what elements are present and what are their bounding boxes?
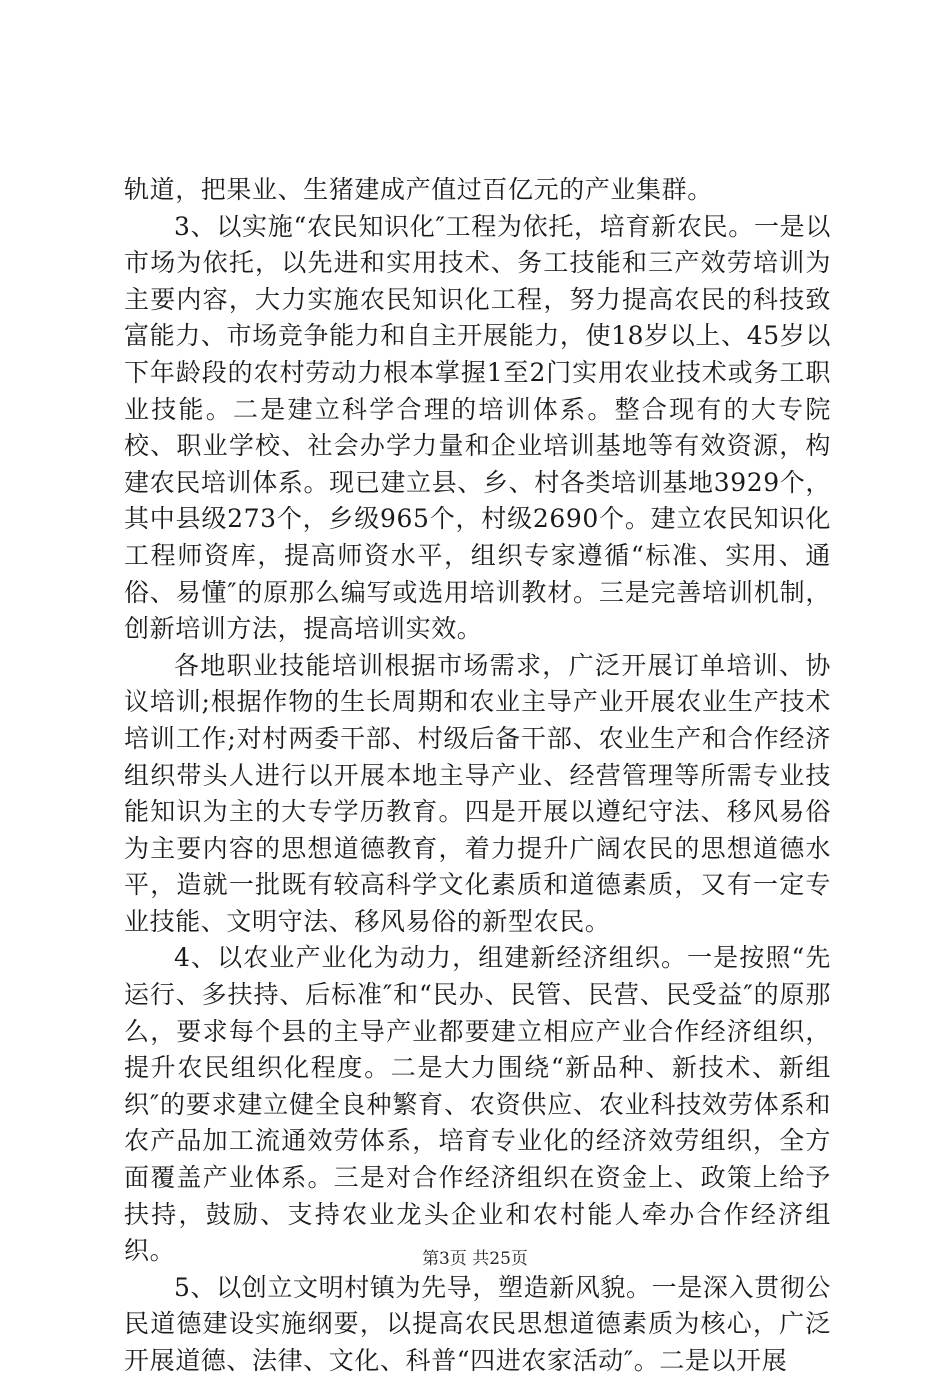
paragraph-section-3: 3、以实施“农民知识化″工程为依托，培育新农民。一是以市场为依托，以先进和实用技术、务工技能和三产效劳培训为主要内容，大力实施农民知识化工程，努力提高农民的科技致富能力、市场竞争能力和自主开展能力，使18岁以上、45岁以下年龄段的农村劳动力根本掌握1至2门实用农业技术或务工职业技能。二是建立科学合理的培训体系。整合现有的大专院校、职业学校、社会办学力量和企业培训基地等有效资源，构建农民培训体系。现已建立县、乡、村各类培训基地3929个，其中县级273个，乡级965个，村级2690个。建立农民知识化工程师资库，提高师资水平，组织专家遵循“标准、实用、通俗、易懂″的原那么编写或选用培训教材。三是完善培训机制，创新培训方法，提高培训实效。 bbox=[124, 211, 831, 644]
document-body bbox=[124, 172, 831, 1380]
paragraph-continuation: 轨道，把果业、生猪建成产值过百亿元的产业集群。 bbox=[124, 175, 713, 204]
page-number-label: 第3页 共25页 bbox=[422, 1249, 528, 1269]
paragraph-section-4: 4、以农业产业化为动力，组建新经济组织。一是按照“先运行、多扶持、后标准″和“民办、民管、民营、民受益″的原那么，要求每个县的主导产业都要建立相应产业合作经济组织，提升农民组织化程度。二是大力围绕“新品种、新技术、新组织″的要求建立健全良种繁育、农资供应、农业科技效劳体系和农产品加工流通效劳体系，培育专业化的经济效劳组织，全方面覆盖产业体系。三是对合作经济组织在资金上、政策上给予扶持，鼓励、支持农业龙头企业和农村能人牵办合作经济组织。 bbox=[124, 943, 831, 1266]
paragraph-vocational-training: 各地职业技能培训根据市场需求，广泛开展订单培训、协议培训;根据作物的生长周期和农业主导产业开展农业生产技术培训工作;对村两委干部、村级后备干部、农业生产和合作经济组织带头人进行以开展本地主导产业、经营管理等所需专业技能知识为主的大专学历教育。四是开展以遵纪守法、移风易俗为主要内容的思想道德教育，着力提升广阔农民的思想道德水平，造就一批既有较高科学文化素质和道德素质，又有一定专业技能、文明守法、移风易俗的新型农民。 bbox=[124, 650, 831, 936]
paragraph-section-5: 5、以创立文明村镇为先导，塑造新风貌。一是深入贯彻公民道德建设实施纲要，以提高农民思想道德素质为核心，广泛开展道德、法律、文化、科普“四进农家活动″。二是以开展 bbox=[124, 1272, 831, 1375]
page-footer bbox=[0, 1244, 950, 1269]
